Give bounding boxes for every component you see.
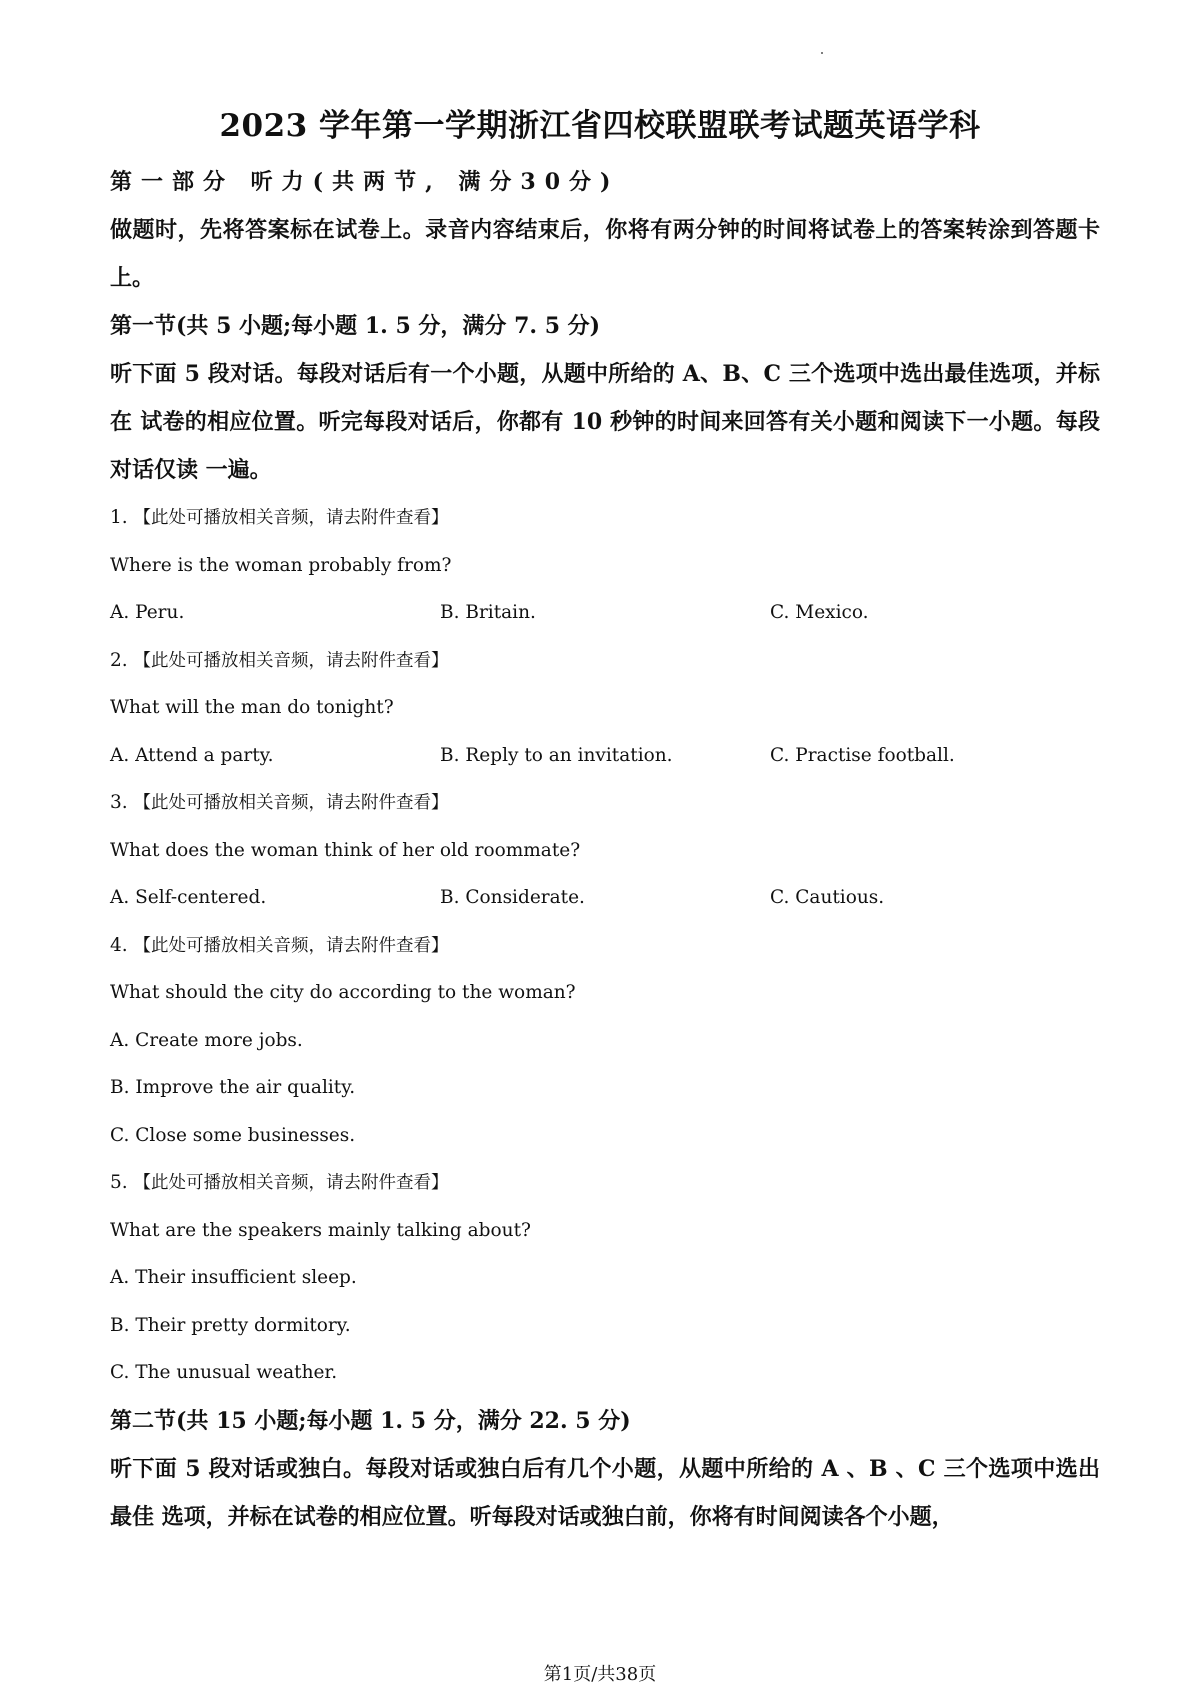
question-1 [110, 494, 1100, 637]
option-a: A. Their insufficient sleep. [110, 1267, 357, 1288]
part1-instruction: 做题时，先将答案标在试卷上。录音内容结束后，你将有两分钟的时间将试卷上的答案转涂到答题卡 上。 [110, 217, 1100, 291]
option-b: B. Britain. [440, 602, 536, 623]
page-title: 2023 学年第一学期浙江省四校联盟联考试题英语学科 [219, 108, 981, 144]
question-number: 4. [110, 934, 128, 956]
option-a: A. Create more jobs. [110, 1029, 303, 1051]
audio-attachment-note[interactable]: 【此处可播放相关音频，请去附件查看】 [133, 1173, 449, 1193]
question-number: 1. [110, 507, 128, 528]
section2-instruction: 听下面 5 段对话或独白。每段对话或独白后有几个小题，从题中所给的 A 、B 、C 三个选项中选出最佳 选项，并标在试卷的相应位置。听每段对话或独白前，你将有时间阅读各个小题， [110, 1455, 1100, 1530]
option-b: B. Improve the air quality. [110, 1077, 356, 1098]
part1-heading: 第一部分 听力(共两节, 满分30分) [110, 169, 620, 195]
option-b: B. Their pretty dormitory. [110, 1314, 351, 1336]
question-number: 5. [110, 1172, 128, 1193]
options-row [110, 874, 1100, 922]
question-5 [110, 1159, 1100, 1397]
option-a: A. Self-centered. [110, 887, 267, 908]
option-b: B. Considerate. [440, 887, 585, 908]
question-number: 3. [110, 792, 128, 813]
option-c: C. Mexico. [770, 602, 869, 623]
section1-instruction: 听下面 5 段对话。每段对话后有一个小题，从题中所给的 A、B、C 三个选项中选出最佳选项，并标在 试卷的相应位置。听完每段对话后，你都有 10 秒钟的时间来回答有关小题和阅读下一小题。每段对话仅读 一遍。 [110, 361, 1100, 483]
audio-attachment-note[interactable]: 【此处可播放相关音频，请去附件查看】 [133, 650, 449, 671]
exam-content [110, 158, 1100, 1541]
audio-attachment-note[interactable]: 【此处可播放相关音频，请去附件查看】 [133, 508, 449, 528]
audio-row [110, 922, 1100, 970]
options-row [110, 589, 1100, 637]
option-a: A. Attend a party. [110, 744, 274, 766]
question-text: What does the woman think of her old roommate? [110, 839, 581, 861]
section2-heading: 第二节(共 15 小题;每小题 1. 5 分，满分 22. 5 分) [110, 1407, 631, 1434]
question-text: What are the speakers mainly talking about? [110, 1219, 531, 1241]
option-c: C. Close some businesses. [110, 1124, 356, 1146]
audio-row [110, 1159, 1100, 1207]
options-row [110, 732, 1100, 780]
question-number: 2. [110, 649, 128, 671]
question-text: What will the man do tonight? [110, 697, 394, 718]
audio-attachment-note[interactable]: 【此处可播放相关音频，请去附件查看】 [133, 935, 449, 956]
question-text: What should the city do according to the woman? [110, 982, 576, 1003]
question-text: Where is the woman probably from? [110, 554, 452, 576]
option-b: B. Reply to an invitation. [440, 744, 673, 766]
audio-row [110, 779, 1100, 827]
section1-heading: 第一节(共 5 小题;每小题 1. 5 分，满分 7. 5 分) [110, 313, 601, 339]
option-a: A. Peru. [110, 602, 185, 623]
question-4 [110, 922, 1100, 1160]
audio-row [110, 637, 1100, 685]
audio-attachment-note[interactable]: 【此处可播放相关音频，请去附件查看】 [133, 793, 449, 813]
audio-row [110, 494, 1100, 542]
option-c: C. Cautious. [770, 887, 885, 908]
option-c: C. Practise football. [770, 744, 955, 766]
question-2 [110, 637, 1100, 780]
question-3 [110, 779, 1100, 922]
scan-speck [821, 52, 823, 54]
option-c: C. The unusual weather. [110, 1362, 338, 1383]
page-footer: 第1页/共38页 [543, 1664, 657, 1685]
